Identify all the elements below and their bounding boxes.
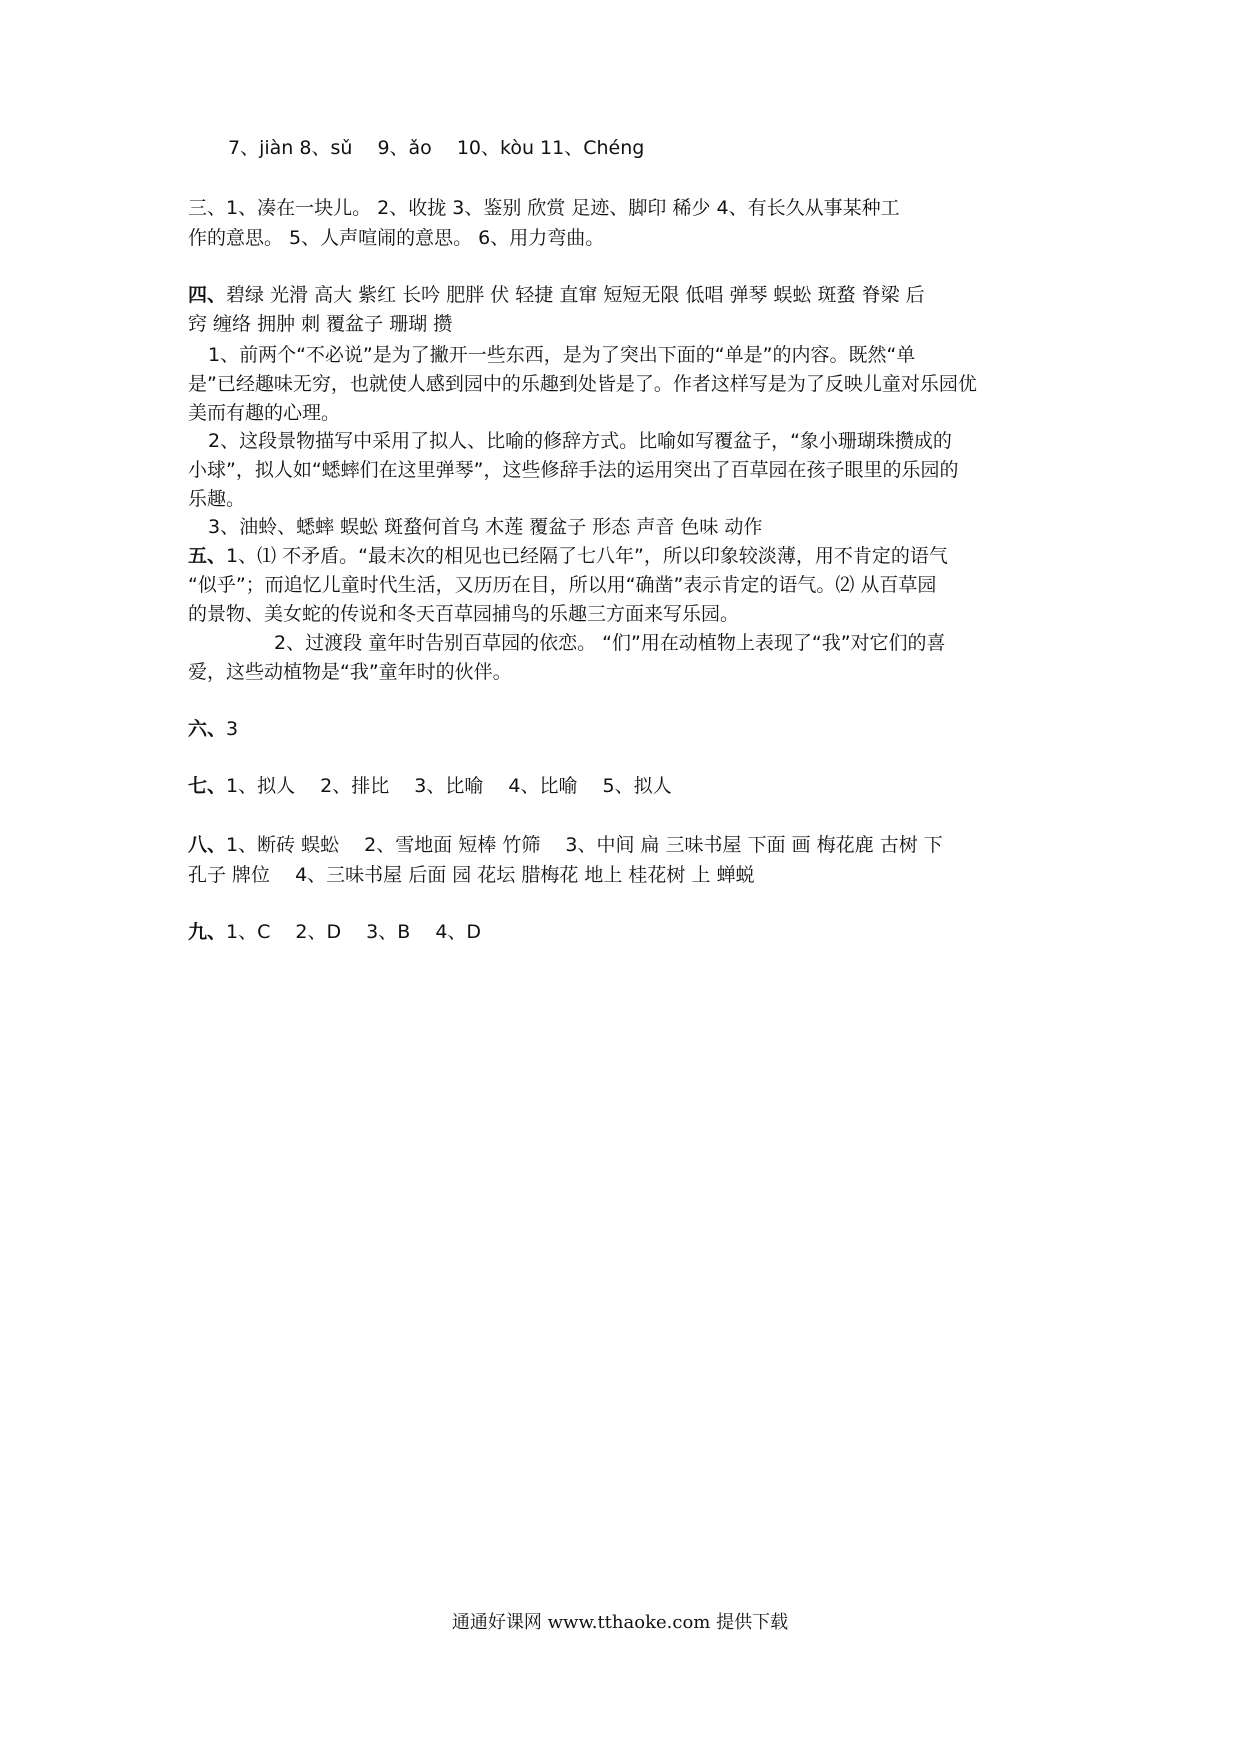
section-4-answer-1a: 1、前两个“不必说”是为了撇开一些东西，是为了突出下面的“单是”的内容。既然“单 bbox=[208, 344, 916, 366]
section-4-answer-3: 3、油蛉、蟋蟀 蜈蚣 斑蝥何首乌 木莲 覆盆子 形态 声音 色味 动作 bbox=[208, 516, 763, 538]
section-4-answer-1c: 美而有趣的心理。 bbox=[188, 402, 341, 424]
section-7-answers: 1、拟人 2、排比 3、比喻 4、比喻 5、拟人 bbox=[226, 775, 672, 797]
section-5-answer-2b: 爱，这些动植物是“我”童年时的伙伴。 bbox=[188, 661, 512, 683]
section-5-answer-2a: 2、过渡段 童年时告别百草园的依恋。 “们”用在动植物上表现了“我”对它们的喜 bbox=[274, 632, 946, 654]
section-4-answer-2a: 2、这段景物描写中采用了拟人、比喻的修辞方式。比喻如写覆盆子，“象小珊瑚珠攒成的 bbox=[208, 430, 952, 452]
section-4-line-1 bbox=[188, 280, 1058, 310]
section-5-answer-1a: 1、⑴ 不矛盾。“最末次的相见也已经隔了七八年”，所以印象较淡薄，用不肯定的语气 bbox=[226, 545, 948, 567]
section-8-answers-a: 1、断砖 蜈蚣 2、雪地面 短棒 竹筛 3、中间 扁 三味书屋 下面 画 梅花鹿 古树 下 bbox=[226, 834, 943, 856]
section-4-line-2: 窍 缠络 拥肿 刺 覆盆子 珊瑚 攒 bbox=[188, 313, 453, 335]
section-4-words: 碧绿 光滑 高大 紫红 长吟 肥胖 伏 轻捷 直窜 短短无限 低唱 弹琴 蜈蚣 斑蝥 脊梁 后 bbox=[226, 284, 925, 306]
section-8-line-2: 孔子 牌位 4、三味书屋 后面 园 花坛 腊梅花 地上 桂花树 上 蝉蜕 bbox=[188, 864, 755, 886]
section-4-answer-1b: 是”已经趣味无穷，也就使人感到园中的乐趣到处皆是了。作者这样写是为了反映儿童对乐园优 bbox=[188, 373, 977, 395]
section-4-answer-2b: 小球”，拟人如“蟋蟀们在这里弹琴”，这些修辞手法的运用突出了百草园在孩子眼里的乐园的 bbox=[188, 459, 959, 481]
section-9-heading: 九、 bbox=[188, 921, 227, 943]
section-9-answers: 1、C 2、D 3、B 4、D bbox=[226, 921, 482, 943]
section-5-line-1 bbox=[188, 541, 1058, 571]
section-6-heading: 六、 bbox=[188, 718, 227, 740]
section-3-line-1: 三、1、凑在一块儿。 2、收拢 3、鉴别 欣赏 足迹、脚印 稀少 4、有长久从事某种工 bbox=[188, 197, 900, 219]
pinyin-answers-line: 7、jiàn 8、sǔ 9、ǎo 10、kòu 11、Chéng bbox=[228, 137, 645, 159]
footer-download-note: 通通好课网 www.tthaoke.com 提供下载 bbox=[451, 1612, 789, 1633]
section-7-line bbox=[188, 771, 1058, 801]
section-5-answer-1b: “似乎”；而追忆儿童时代生活，又历历在目，所以用“确凿”表示肯定的语气。⑵ 从百草园 bbox=[188, 574, 937, 596]
section-7-heading: 七、 bbox=[188, 775, 227, 797]
section-6-line bbox=[188, 714, 1058, 744]
section-8-line-1 bbox=[188, 830, 1058, 860]
section-4-heading: 四、 bbox=[188, 284, 227, 306]
section-8-heading: 八、 bbox=[188, 834, 227, 856]
section-5-answer-1c: 的景物、美女蛇的传说和冬天百草园捕鸟的乐趣三方面来写乐园。 bbox=[188, 603, 740, 625]
section-5-heading: 五、 bbox=[188, 545, 227, 567]
section-6-answer: 3 bbox=[226, 718, 239, 740]
section-9-line bbox=[188, 917, 1058, 947]
section-3-line-2: 作的意思。 5、人声喧闹的意思。 6、用力弯曲。 bbox=[188, 227, 605, 249]
section-4-answer-2c: 乐趣。 bbox=[188, 488, 246, 510]
